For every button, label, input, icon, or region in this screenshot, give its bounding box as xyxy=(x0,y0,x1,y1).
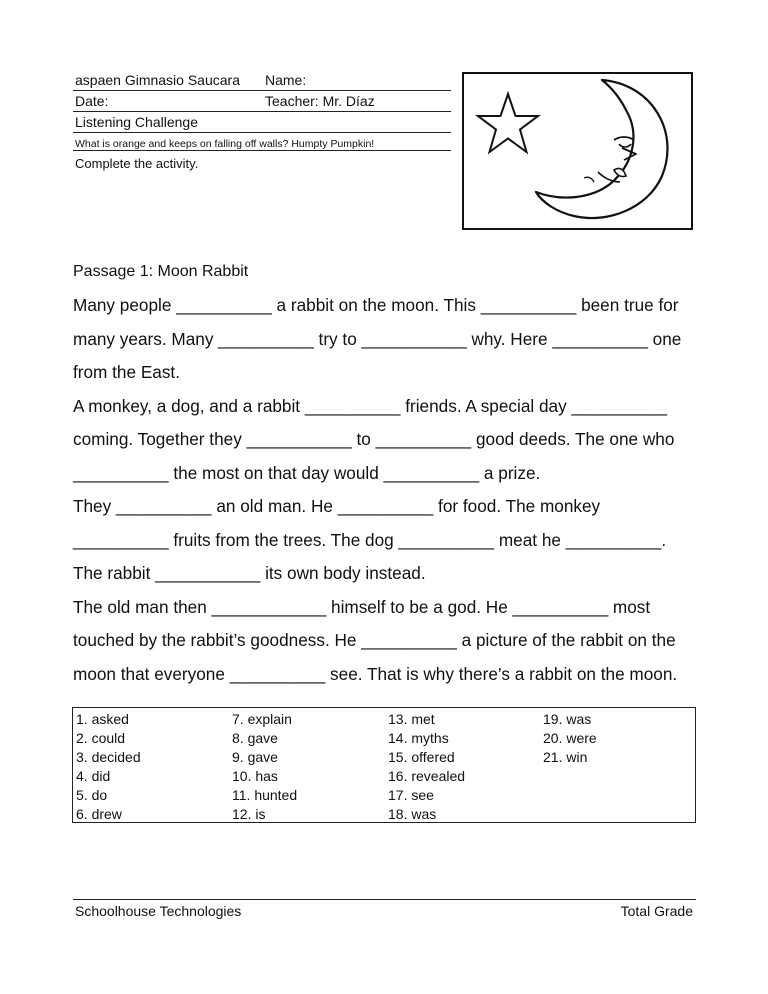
word-bank-item: 7. explain xyxy=(232,711,292,727)
activity-title: Listening Challenge xyxy=(75,114,198,130)
word-bank-column xyxy=(232,710,297,824)
passage-line: coming. Together they ___________ to __________ good deeds. The one who xyxy=(73,429,675,449)
word-bank-item: 4. did xyxy=(76,768,111,784)
word-bank-item: 3. decided xyxy=(76,749,141,765)
passage-line: touched by the rabbit’s goodness. He __________ a picture of the rabbit on the xyxy=(73,630,676,650)
crescent-moon-icon xyxy=(536,80,667,218)
word-bank-column xyxy=(76,710,141,824)
word-bank-item: 1. asked xyxy=(76,711,129,727)
passage-line: moon that everyone __________ see. That is why there’s a rabbit on the moon. xyxy=(73,664,678,684)
passage-line: from the East. xyxy=(73,362,180,382)
passage-line: The old man then ____________ himself to be a god. He __________ most xyxy=(73,597,651,617)
word-bank-item: 9. gave xyxy=(232,749,278,765)
footer-rule xyxy=(73,899,696,900)
passage-line: __________ fruits from the trees. The dog __________ meat he __________. xyxy=(73,530,667,550)
word-bank xyxy=(72,707,696,823)
instruction-text: Complete the activity. xyxy=(75,156,199,171)
word-bank-item: 6. drew xyxy=(76,806,122,822)
passage-line: __________ the most on that day would __________ a prize. xyxy=(73,463,541,483)
header-rule-2 xyxy=(73,111,451,112)
publisher-name: Schoolhouse Technologies xyxy=(75,903,242,919)
header-rule-4 xyxy=(73,150,451,151)
word-bank-item: 14. myths xyxy=(388,730,449,746)
star-icon xyxy=(478,94,538,152)
passage-line: many years. Many __________ try to ___________ why. Here __________ one xyxy=(73,329,682,349)
passage-line: The rabbit ___________ its own body instead. xyxy=(73,563,426,583)
word-bank-item: 8. gave xyxy=(232,730,278,746)
word-bank-item: 12. is xyxy=(232,806,266,822)
word-bank-item: 19. was xyxy=(543,711,592,727)
star-and-crescent-moon-face-icon xyxy=(464,74,691,228)
word-bank-column xyxy=(388,710,465,824)
word-bank-item: 15. offered xyxy=(388,749,455,765)
word-bank-item: 16. revealed xyxy=(388,768,466,784)
word-bank-column xyxy=(543,710,597,767)
word-bank-item: 17. see xyxy=(388,787,434,803)
illustration-frame xyxy=(462,72,693,230)
word-bank-item: 10. has xyxy=(232,768,278,784)
teacher-name: Teacher: Mr. Díaz xyxy=(265,93,375,109)
passage-title: Passage 1: Moon Rabbit xyxy=(73,263,249,280)
word-bank-item: 2. could xyxy=(76,730,126,746)
date-label: Date: xyxy=(75,93,109,109)
word-bank-item: 11. hunted xyxy=(232,787,298,803)
word-bank-item: 5. do xyxy=(76,787,108,803)
joke-text: What is orange and keeps on falling off walls? Humpty Pumpkin! xyxy=(75,138,375,150)
name-label: Name: xyxy=(265,72,307,88)
passage-line: Many people __________ a rabbit on the moon. This __________ been true for xyxy=(73,295,679,315)
word-bank-item: 20. were xyxy=(543,730,597,746)
passage-line: A monkey, a dog, and a rabbit __________ friends. A special day __________ xyxy=(73,396,668,416)
word-bank-item: 21. win xyxy=(543,749,588,765)
header-rule-1 xyxy=(73,90,451,91)
total-grade-label: Total Grade xyxy=(620,903,693,919)
school-name: aspaen Gimnasio Saucara xyxy=(75,72,240,88)
word-bank-item: 18. was xyxy=(388,806,437,822)
word-bank-item: 13. met xyxy=(388,711,435,727)
header-rule-3 xyxy=(73,132,451,133)
passage-line: They __________ an old man. He __________ for food. The monkey xyxy=(73,496,601,516)
